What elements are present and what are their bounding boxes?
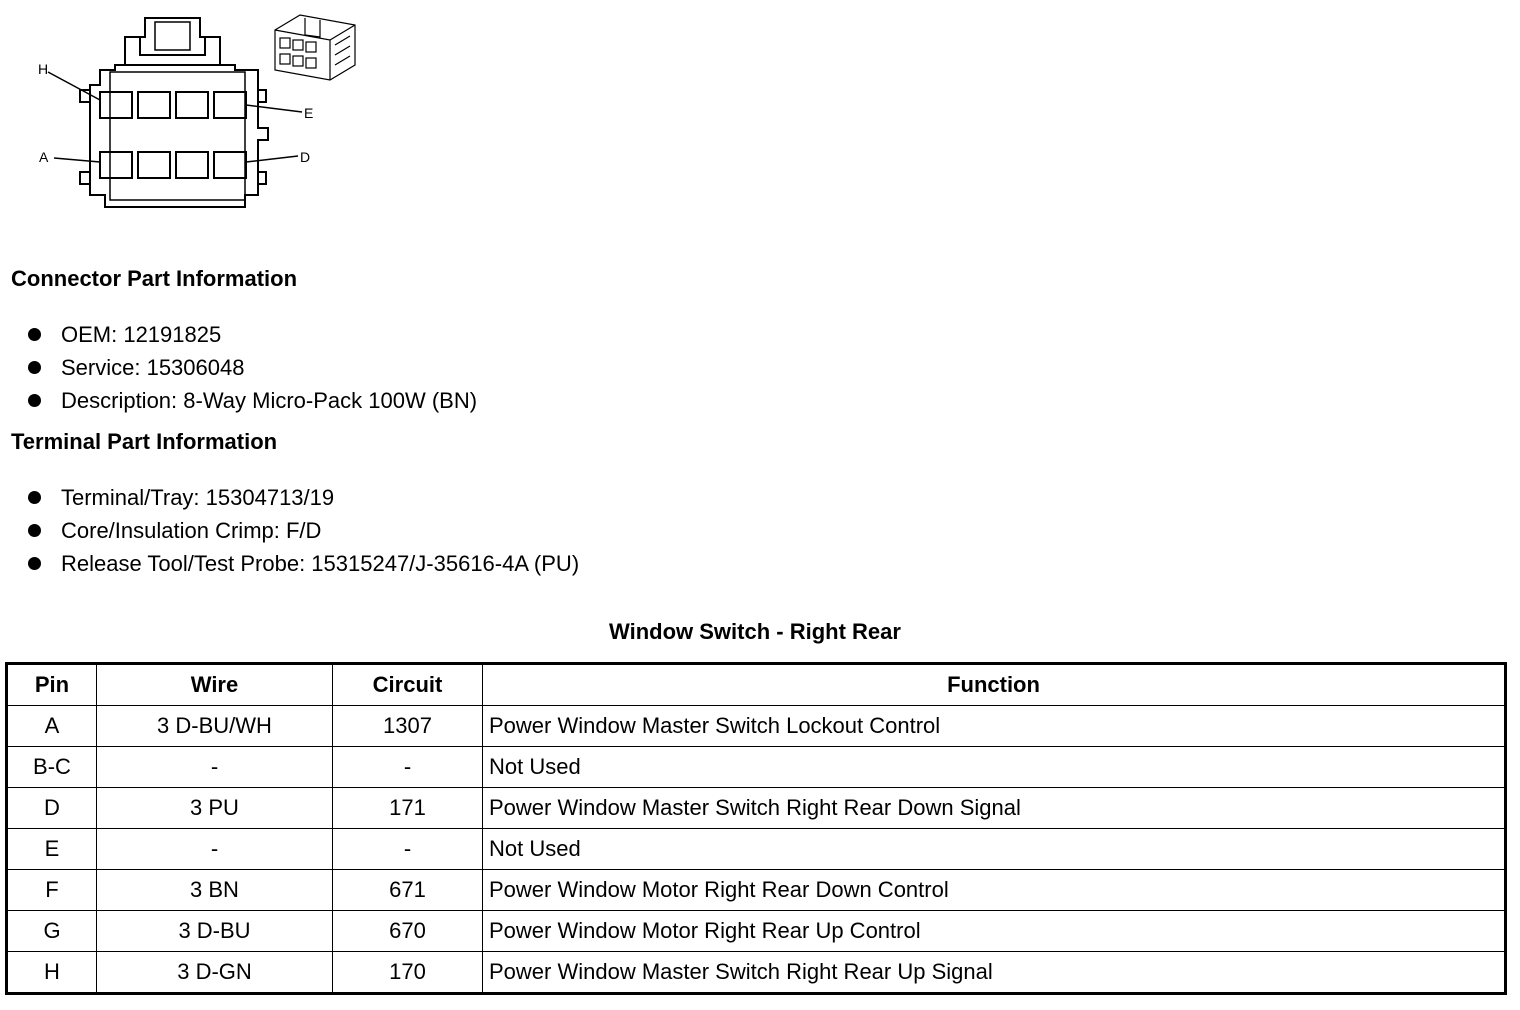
bullet-icon [28, 524, 41, 537]
connector-diagram [30, 10, 370, 225]
cell-circuit: 670 [333, 911, 483, 952]
table-row [7, 870, 1506, 911]
list-item: Description: 8-Way Micro-Pack 100W (BN) [28, 384, 477, 417]
cell-function: Power Window Motor Right Rear Down Control [483, 870, 1506, 911]
cavity-d [214, 152, 246, 178]
cell-function: Power Window Motor Right Rear Up Control [483, 911, 1506, 952]
cavity-c [176, 152, 208, 178]
header-circuit: Circuit [333, 664, 483, 706]
cell-circuit: 170 [333, 952, 483, 994]
bullet-icon [28, 328, 41, 341]
cell-function: Power Window Master Switch Right Rear Down Signal [483, 788, 1506, 829]
table-row [7, 829, 1506, 870]
connector-3d-view [275, 15, 355, 80]
pin-label-d: D [300, 149, 311, 165]
header-function: Function [483, 664, 1506, 706]
cell-circuit: - [333, 747, 483, 788]
pinout-table [5, 662, 1507, 995]
cell-wire: - [97, 829, 333, 870]
cavity-b [138, 152, 170, 178]
cell-pin: D [7, 788, 97, 829]
cell-pin: H [7, 952, 97, 994]
bullet-icon [28, 361, 41, 374]
table-row [7, 747, 1506, 788]
header-pin: Pin [7, 664, 97, 706]
connector-body [90, 65, 268, 207]
list-item: Release Tool/Test Probe: 15315247/J-35616-4A (PU) [28, 547, 579, 580]
cell-pin: F [7, 870, 97, 911]
cell-pin: A [7, 706, 97, 747]
cell-circuit: 671 [333, 870, 483, 911]
list-item: Terminal/Tray: 15304713/19 [28, 481, 579, 514]
cell-function: Power Window Master Switch Right Rear Up Signal [483, 952, 1506, 994]
table-row [7, 788, 1506, 829]
cavity-h [100, 92, 132, 118]
cell-circuit: - [333, 829, 483, 870]
bullet-icon [28, 394, 41, 407]
cell-pin: G [7, 911, 97, 952]
pin-label-e: E [304, 105, 314, 121]
cell-pin: B-C [7, 747, 97, 788]
cell-wire: 3 D-BU/WH [97, 706, 333, 747]
cavity-a [100, 152, 132, 178]
connector-info-list [28, 318, 477, 417]
cell-function: Not Used [483, 829, 1506, 870]
cavity-f [176, 92, 208, 118]
cell-circuit: 1307 [333, 706, 483, 747]
cell-function: Power Window Master Switch Lockout Control [483, 706, 1506, 747]
bullet-icon [28, 491, 41, 504]
table-row [7, 706, 1506, 747]
terminal-info-title: Terminal Part Information [11, 429, 278, 454]
connector-info-title: Connector Part Information [11, 266, 298, 291]
list-item: Service: 15306048 [28, 351, 477, 384]
cell-circuit: 171 [333, 788, 483, 829]
list-item: OEM: 12191825 [28, 318, 477, 351]
cell-pin: E [7, 829, 97, 870]
cell-wire: 3 BN [97, 870, 333, 911]
pin-label-a: A [39, 149, 49, 165]
table-row [7, 952, 1506, 994]
header-wire: Wire [97, 664, 333, 706]
cavity-e [214, 92, 246, 118]
cell-wire: 3 PU [97, 788, 333, 829]
table-header-row [7, 664, 1506, 706]
cell-wire: 3 D-GN [97, 952, 333, 994]
pin-label-h: H [38, 61, 49, 77]
terminal-info-list [28, 481, 579, 580]
table-row [7, 911, 1506, 952]
table-title: Window Switch - Right Rear [609, 619, 901, 644]
cavity-g [138, 92, 170, 118]
bullet-icon [28, 557, 41, 570]
cell-wire: 3 D-BU [97, 911, 333, 952]
list-item: Core/Insulation Crimp: F/D [28, 514, 579, 547]
cell-wire: - [97, 747, 333, 788]
cell-function: Not Used [483, 747, 1506, 788]
